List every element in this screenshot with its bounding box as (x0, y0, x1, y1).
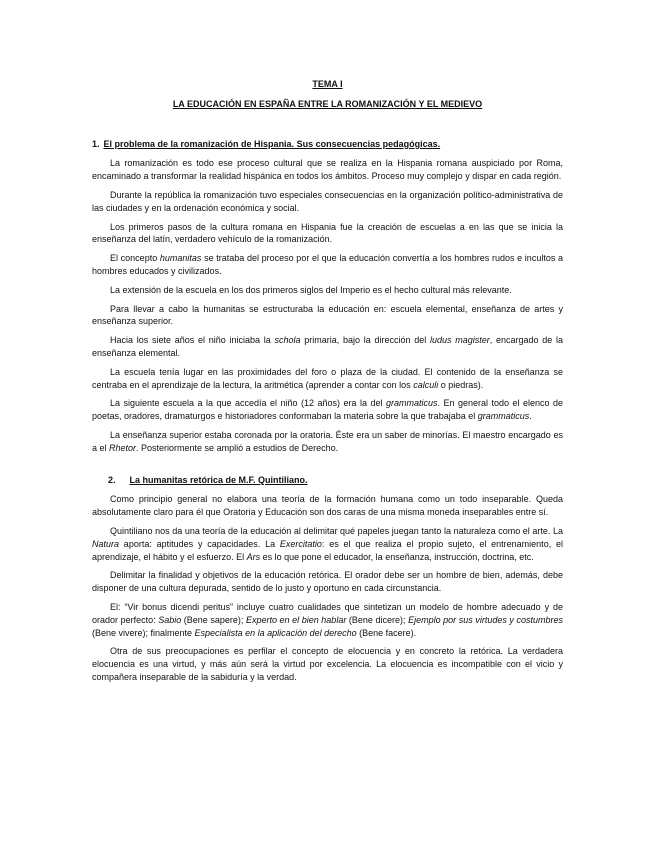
paragraph (92, 601, 563, 639)
italic-term: Ars (246, 551, 261, 562)
section-1-number: 1. (92, 138, 100, 149)
italic-term: calculi (413, 379, 439, 390)
paragraph (92, 366, 563, 392)
italic-term: Natura (92, 538, 120, 549)
section-1-heading (92, 138, 563, 151)
text-run: es lo que pone el educador, la enseñanza, instrucción, doctrina, etc. (260, 551, 534, 562)
text-run: se trataba del proceso por el que la educación convertía a los hombres rudos e incultos a hombres educados y civilizados. (92, 253, 563, 276)
paragraph (92, 429, 563, 455)
text-run: , encargado de la enseñanza elemental. (92, 335, 564, 358)
text-run: . Posteriormente se amplió a estudios de Derecho. (136, 442, 339, 453)
italic-term: grammaticus (385, 398, 438, 409)
italic-term: schola (274, 335, 301, 346)
text-run: Quintiliano nos da una teoría de la educación al delimitar qué papeles juegan tanto la naturaleza como el arte. La (110, 525, 563, 536)
text-run: La siguiente escuela a la que accedía el niño (12 años) era la del (110, 398, 386, 409)
text-run: . (529, 411, 532, 422)
text-run: o piedras). (438, 379, 484, 390)
text-run: primaria, bajo la dirección del (300, 335, 430, 346)
italic-term: humanitas (159, 253, 202, 264)
text-run: aporta: aptitudes y capacidades. La (119, 538, 280, 549)
document-title-text: LA EDUCACIÓN EN ESPAÑA ENTRE LA ROMANIZACIÓN Y EL MEDIEVO (172, 98, 483, 109)
text-run: (Bene vivere); finalmente (92, 627, 195, 638)
paragraph: Para llevar a cabo la humanitas se estructuraba la educación en: escuela elemental, enseñanza de artes y enseñanza superior. (92, 303, 563, 327)
paragraph: La romanización es todo ese proceso cultural que se realiza en la Hispania romana auspiciado por Roma, encaminado a transformar la realidad hispánica en todos los ámbitos. Proceso muy complejo y dispar en cada región. (92, 158, 563, 182)
text-run: La enseñanza superior estaba coronada por la oratoria. Éste era un saber de minorías. El maestro encargado es a el (92, 429, 563, 453)
text-run: La escuela tenía lugar en las proximidades del foro o plaza de la ciudad. El contenido de la enseñanza se centraba en el aprendizaje de la lectura, la aritmética (aprender a contar con los (92, 366, 563, 390)
paragraph: Como principio general no elabora una teoría de la formación humana como un todo inseparable. Queda absolutamente claro para él que Oratoria y Educación son dos caras de una misma moneda inseparables entre sí. (92, 494, 563, 518)
paragraph: Durante la república la romanización tuvo especiales consecuencias en la organización político-administrativa de las ciudades y en la ordenación económica y social. (92, 189, 563, 213)
italic-term: Experto en el bien hablar (245, 614, 347, 625)
paragraph: Los primeros pasos de la cultura romana en Hispania fue la creación de escuelas a en las que se inicia la enseñanza del latín, verdadero vehículo de la romanización. (92, 221, 563, 245)
text-run: (Bene sapere); (181, 614, 246, 625)
paragraph (92, 397, 563, 423)
italic-term: Especialista en la aplicación del derecho (194, 627, 357, 638)
text-run: (Bene dicere); (346, 614, 409, 625)
tema-heading (92, 78, 563, 91)
text-run: El concepto (110, 253, 160, 264)
italic-term: ludus magister (429, 335, 490, 346)
text-run: Hacia los siete años el niño iniciaba la (110, 335, 275, 346)
paragraph (92, 252, 563, 278)
paragraph (92, 525, 563, 563)
italic-term: Sabio (158, 614, 182, 625)
text-run: . En general todo el elenco de poetas, oradores, dramaturgos e historiadores conformaban la materia sobre la que trabajaba el (92, 398, 563, 422)
italic-term: Exercitatio (279, 538, 322, 549)
section-2-title: La humanitas retórica de M.F. Quintiliano. (129, 474, 308, 485)
section-2-heading (92, 474, 563, 487)
section-1-title: El problema de la romanización de Hispania. Sus consecuencias pedagógicas. (103, 138, 441, 149)
italic-term: Rhetor (109, 442, 137, 453)
text-run: El: “Vir bonus dicendi peritus” incluye cuatro cualidades que sintetizan un modelo de hombre adecuado y de orador perfecto: (92, 601, 563, 625)
tema-label: TEMA I (312, 79, 343, 89)
italic-term: grammaticus (477, 411, 530, 422)
text-run: (Bene facere). (356, 627, 417, 638)
paragraph: Otra de sus preocupaciones es perfilar el concepto de elocuencia y en concreto la retórica. La verdadera elocuencia es una virtud, y más aún será la virtud por excelencia. La elocuencia es incompatible con el vicio y compañera inseparable de la sabiduría y la verdad. (92, 646, 563, 682)
text-run: : es el que realiza el propio sujeto, el entrenamiento, el aprendizaje, el hábito y el esfuerzo. El (92, 538, 563, 562)
italic-term: Ejemplo por sus virtudes y costumbres (408, 614, 563, 625)
section-2-number: 2. (108, 474, 116, 485)
document-title (92, 98, 563, 111)
paragraph: La extensión de la escuela en los dos primeros siglos del Imperio es el hecho cultural más relevante. (110, 284, 512, 295)
paragraph (92, 334, 563, 360)
paragraph: Delimitar la finalidad y objetivos de la educación retórica. El orador debe ser un hombre de bien, además, debe disponer de una cultura depurada, sentido de lo justo y oportuno en cada circunstancia. (92, 570, 563, 594)
